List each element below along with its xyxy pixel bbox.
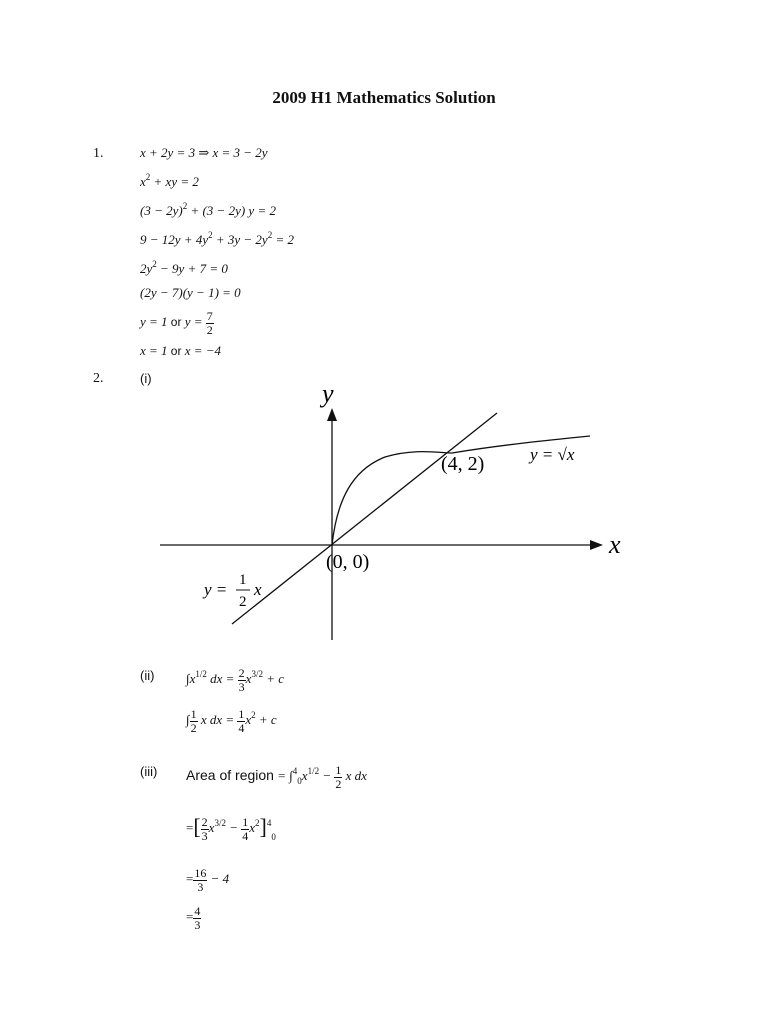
question-1-number: 1.: [93, 146, 104, 161]
x-axis-arrow: [590, 540, 603, 550]
line-label-num: 1: [239, 572, 247, 588]
origin-point-label: (0, 0): [326, 551, 370, 573]
part-ii-label: (ii): [140, 668, 155, 683]
x-axis-label: x: [609, 530, 621, 559]
part-i-label: (i): [140, 371, 152, 386]
iii-line-2: =[ $\frac{2}{3}$ $x^{3/2}$ − $\frac{1}{4}$ $x^2]^4_0$: [186, 814, 276, 843]
iii-line-3: = $\frac{16}{3}$ − 4: [186, 865, 230, 894]
part-iii-label: (iii): [140, 764, 158, 779]
q1-line-2: $x^2$ + xy = 2: [140, 172, 199, 189]
iii-line-4: = $\frac{4}{3}$: [186, 903, 201, 932]
q1-line-8: x = 1 or x = −4: [140, 343, 222, 358]
part-iii-solution: [186, 752, 367, 936]
q1-line-1: x + 2y = 3 ⇒ x = 3 − 2y: [140, 145, 268, 160]
line-label-x: x: [254, 580, 262, 599]
q1-line-3: $(3 - 2y)^2 + (3 - 2y)$ y = 2: [140, 201, 276, 218]
q1-line-4: $9 - 12y + 4y^2 + 3y - 2y^2 = 2$: [140, 230, 294, 247]
iii-line-1: Area of region = $\int^4_0x^{1/2}$ − $\frac{1}{2}$ x dx: [186, 762, 367, 791]
line-label-den: 2: [239, 594, 247, 610]
line-label-y: y =: [204, 580, 228, 599]
y-axis-arrow: [327, 408, 337, 421]
question-2-number: 2.: [93, 371, 104, 386]
ii-line-1: $\int x^{1/2}$ dx = $\frac{2}{3}$ $x^{3/2} + c$: [186, 665, 284, 694]
line-half-x: [232, 413, 497, 624]
part-ii-solution: [186, 656, 284, 738]
q1-line-7: y = 1 or y = $\frac{7}{2}$: [140, 308, 213, 337]
curve-label: y = √x: [530, 445, 575, 464]
ii-line-2: ∫ $\frac{1}{2}$ x dx = $\frac{1}{4}$ $x^2 + c$: [186, 706, 277, 735]
q1-line-5: $2y^2 - 9y + 7 = 0$: [140, 259, 228, 276]
intersection-point-label: (4, 2): [441, 453, 485, 475]
page-title: 2009 H1 Mathematics Solution: [272, 88, 496, 107]
q1-line-6: (2y − 7)(y − 1) = 0: [140, 285, 241, 300]
y-axis-label: y: [322, 379, 334, 408]
